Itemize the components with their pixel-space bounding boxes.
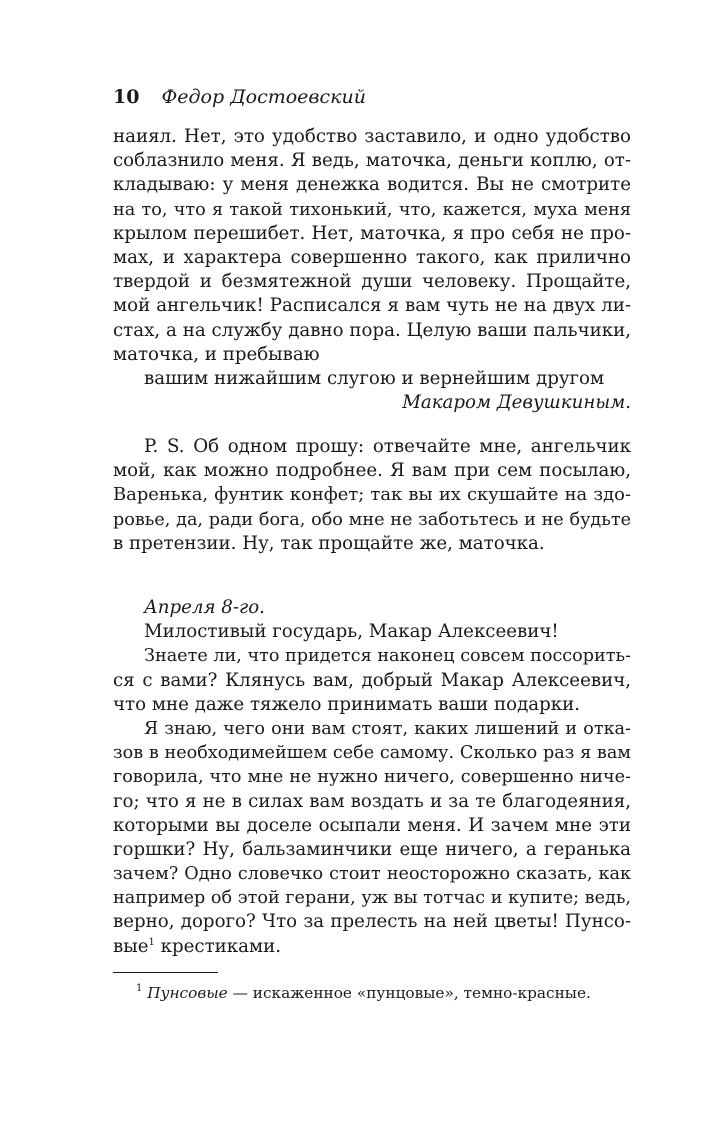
running-header <box>113 86 366 108</box>
text-line: горшки? Ну, бальзаминчики еще ничего, а геранька <box>113 838 631 860</box>
text-line: твердой и безмятежной души человеку. Прощайте, <box>113 271 631 293</box>
text-line: P. S. Об одном прошу: отвечайте мне, ангельчик <box>144 436 631 457</box>
postscript <box>113 435 631 556</box>
footnote-marker: 1 <box>136 983 143 994</box>
text-line: например об этой герани, уж вы тотчас и купите; ведь, <box>113 888 631 909</box>
text-line: которыми вы доселе осыпали меня. И зачем мне эти <box>113 814 631 836</box>
text-line: крылом перешибет. Нет, маточка, я про себя не про- <box>113 222 631 244</box>
text-line: наиял. Нет, это удобство заставило, и одно удобство <box>113 126 631 147</box>
text-line-with-footnote-ref <box>113 935 631 959</box>
letter-two-body <box>113 596 631 959</box>
text-line: Я знаю, чего они вам стоят, каких лишений и отка- <box>144 718 631 739</box>
letter-one-body <box>113 125 631 415</box>
letter-salutation: Милостивый государь, Макар Алексеевич! <box>144 621 559 643</box>
page-number: 10 <box>113 86 140 108</box>
text-line: кладываю: у меня денежка водится. Вы не смотрите <box>113 174 631 196</box>
text-line: что мне даже тяжело принимать ваши подарки. <box>113 693 581 715</box>
letter-signature: Макаром Девушкиным. <box>402 392 631 414</box>
footnote-term: Пунсовые <box>147 984 228 1002</box>
text-fragment: крестиками. <box>154 935 282 957</box>
footnote-text: — искаженное «пунцовые», темно-красные. <box>227 984 591 1002</box>
text-line: стах, а на службу давно пора. Целую ваши пальчики, <box>113 319 631 341</box>
text-line: го; что я не в силах вам воздать и за те благодеяния, <box>113 790 631 812</box>
text-line: Знаете ли, что придется наконец совсем поссорить- <box>144 646 631 667</box>
running-header-author: Федор Достоевский <box>161 86 366 108</box>
text-line: верно, дорого? Что за прелесть на ней цветы! Пунсо- <box>113 911 631 933</box>
letter-date: Апреля 8-го. <box>144 597 265 618</box>
text-line: маточка, и пребываю <box>113 343 320 365</box>
text-line: мой ангельчик! Расписался я вам чуть не на двух ли- <box>113 295 631 317</box>
footnote-reference: 1 <box>148 936 155 948</box>
text-line: зачем? Одно словечко стоит неосторожно сказать, как <box>113 864 631 885</box>
text-line: Варенька, фунтик конфет; так вы их скушайте на здо- <box>113 484 631 506</box>
text-line: ся с вами? Клянусь вам, добрый Макар Алексеевич, <box>113 669 631 691</box>
footnote-divider <box>113 972 218 973</box>
text-line: в претензии. Ну, так прощайте же, маточка. <box>113 532 545 554</box>
text-line: мой, как можно подробнее. Я вам при сем посылаю, <box>113 460 631 482</box>
text-fragment: вые <box>113 935 149 957</box>
text-line: соблазнило меня. Я ведь, маточка, деньги коплю, от- <box>113 150 631 172</box>
text-line: ровье, да, ради бога, обо мне не заботьтесь и не будьте <box>113 509 631 530</box>
text-line: говорила, что мне не нужно ничего, совершенно ниче- <box>113 767 631 788</box>
footnote <box>136 983 591 1003</box>
text-line: на то, что я такой тихонький, что, кажется, муха меня <box>113 199 631 220</box>
text-line: мах, и характера совершенно такого, как прилично <box>113 246 631 268</box>
letter-closing: вашим нижайшим слугою и вернейшим другом <box>144 367 605 389</box>
text-line: зов в необходимейшем себе самому. Сколько раз я вам <box>113 743 631 764</box>
